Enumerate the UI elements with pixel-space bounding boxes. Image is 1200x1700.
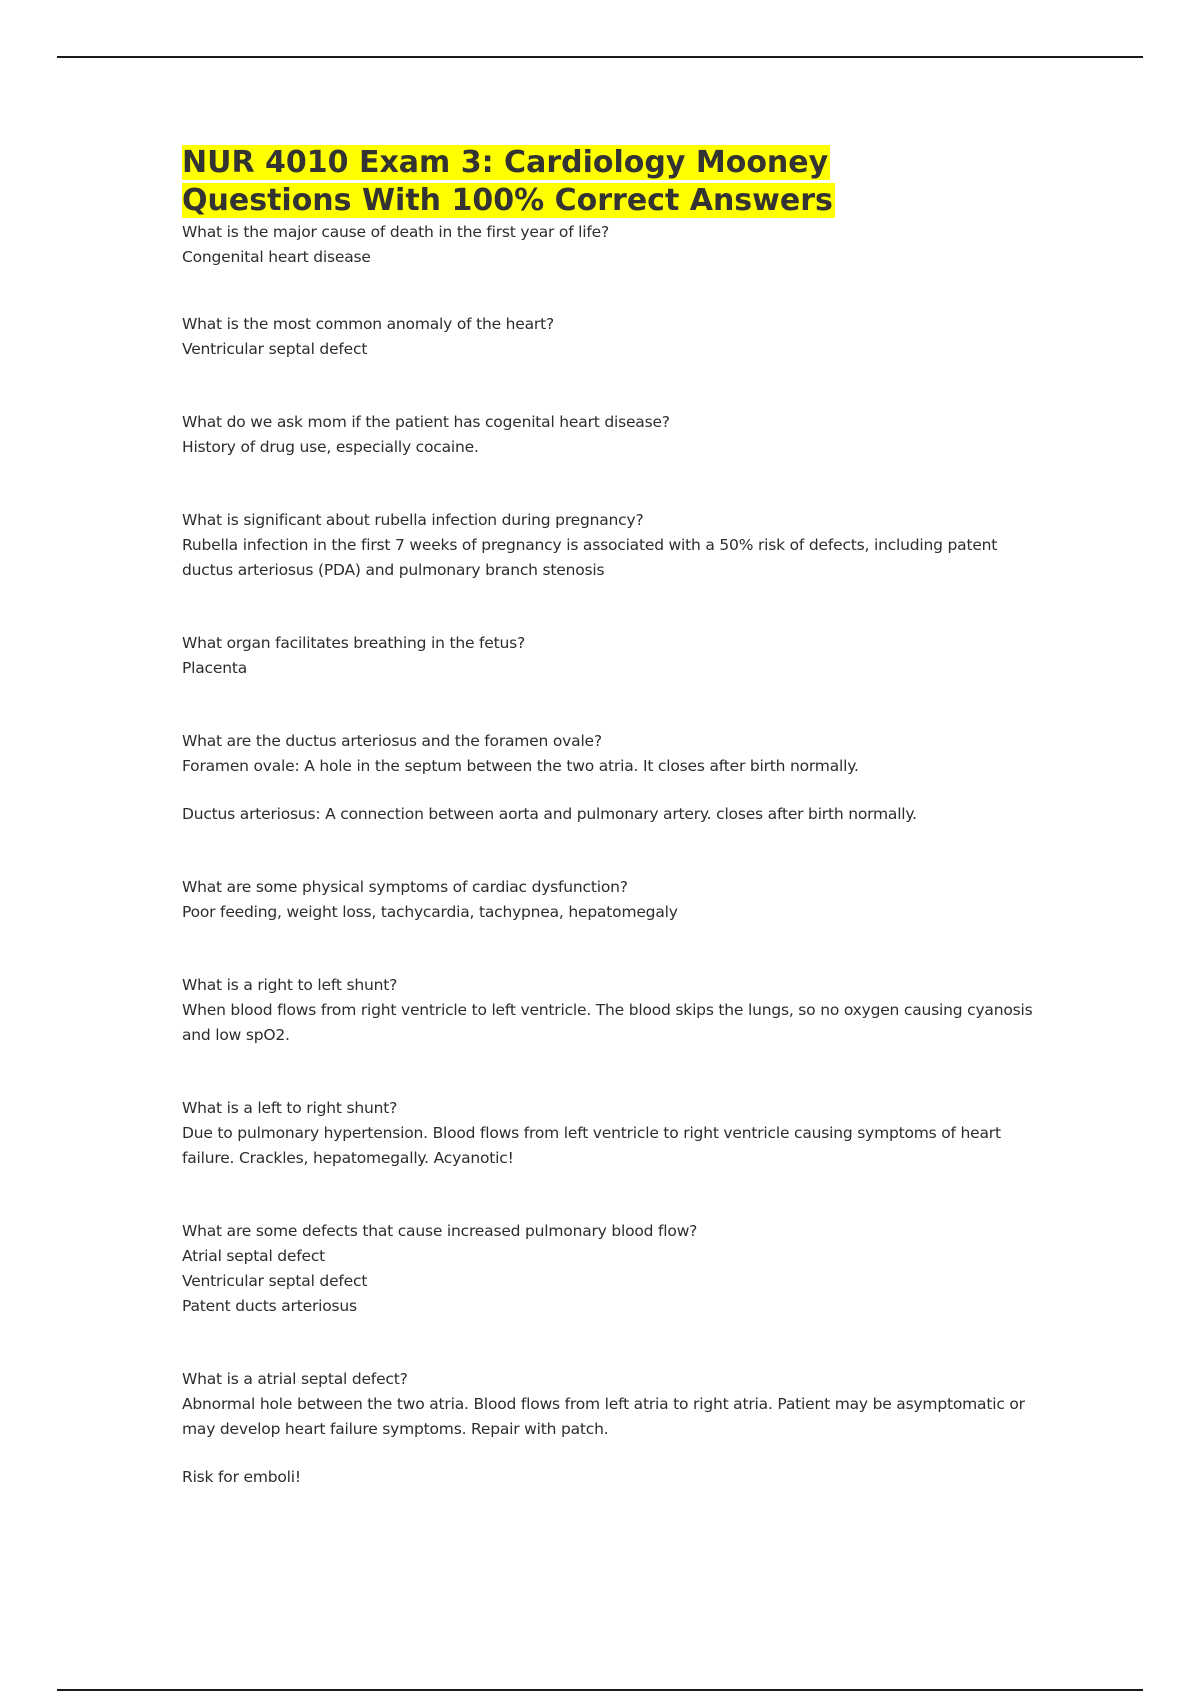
answer-text: Congenital heart disease (182, 248, 371, 266)
qa-item-10 (182, 1219, 1042, 1319)
question-text: What are some physical symptoms of cardiac dysfunction? (182, 878, 628, 896)
answer-text: Ventricular septal defect (182, 1272, 368, 1290)
question-text: What is a left to right shunt? (182, 1099, 398, 1117)
title-line-2: Questions With 100% Correct Answers (182, 183, 833, 218)
document-body (182, 144, 1042, 1490)
qa-item-7 (182, 875, 1042, 925)
answer-text: History of drug use, especially cocaine. (182, 438, 479, 456)
qa-item-11 (182, 1367, 1042, 1490)
bottom-rule (57, 1689, 1143, 1691)
answer-text: Ductus arteriosus: A connection between aorta and pulmonary artery. closes after birth normally. (182, 805, 917, 823)
answer-text: When blood flows from right ventricle to left ventricle. The blood skips the lungs, so no oxygen causing cyanosis and low spO2. (182, 1001, 1033, 1044)
question-text: What is significant about rubella infection during pregnancy? (182, 511, 644, 529)
question-text: What organ facilitates breathing in the fetus? (182, 634, 526, 652)
answer-text: Risk for emboli! (182, 1468, 301, 1486)
title-line-1: NUR 4010 Exam 3: Cardiology Mooney (182, 145, 829, 180)
qa-item-5 (182, 631, 1042, 681)
answer-text: Atrial septal defect (182, 1247, 326, 1265)
question-text: What are some defects that cause increased pulmonary blood flow? (182, 1222, 698, 1240)
answer-text: Due to pulmonary hypertension. Blood flows from left ventricle to right ventricle causing symptoms of heart failure. Crackles, hepatomegally. Acyanotic! (182, 1124, 1001, 1167)
document-title (182, 144, 1042, 220)
qa-item-6 (182, 729, 1042, 827)
answer-text: Foramen ovale: A hole in the septum between the two atria. It closes after birth normally. (182, 757, 859, 775)
qa-item-9 (182, 1096, 1042, 1171)
qa-item-1 (182, 220, 1042, 270)
answer-text: Abnormal hole between the two atria. Blood flows from left atria to right atria. Patient may be asymptomatic or may develop heart failure symptoms. Repair with patch. (182, 1395, 1025, 1438)
qa-item-4 (182, 508, 1042, 583)
question-text: What are the ductus arteriosus and the foramen ovale? (182, 732, 602, 750)
question-text: What is the most common anomaly of the heart? (182, 315, 554, 333)
question-text: What do we ask mom if the patient has cogenital heart disease? (182, 413, 670, 431)
question-text: What is a right to left shunt? (182, 976, 398, 994)
qa-item-2 (182, 312, 1042, 362)
answer-text: Poor feeding, weight loss, tachycardia, tachypnea, hepatomegaly (182, 903, 678, 921)
question-text: What is a atrial septal defect? (182, 1370, 408, 1388)
answer-text: Ventricular septal defect (182, 340, 368, 358)
answer-text: Rubella infection in the first 7 weeks of pregnancy is associated with a 50% risk of defects, including patent ductus arteriosus (PDA) and pulmonary branch stenosis (182, 536, 998, 579)
question-text: What is the major cause of death in the first year of life? (182, 223, 610, 241)
qa-item-3 (182, 410, 1042, 460)
answer-text: Placenta (182, 659, 248, 677)
answer-text: Patent ducts arteriosus (182, 1297, 357, 1315)
top-rule (57, 56, 1143, 58)
qa-item-8 (182, 973, 1042, 1048)
